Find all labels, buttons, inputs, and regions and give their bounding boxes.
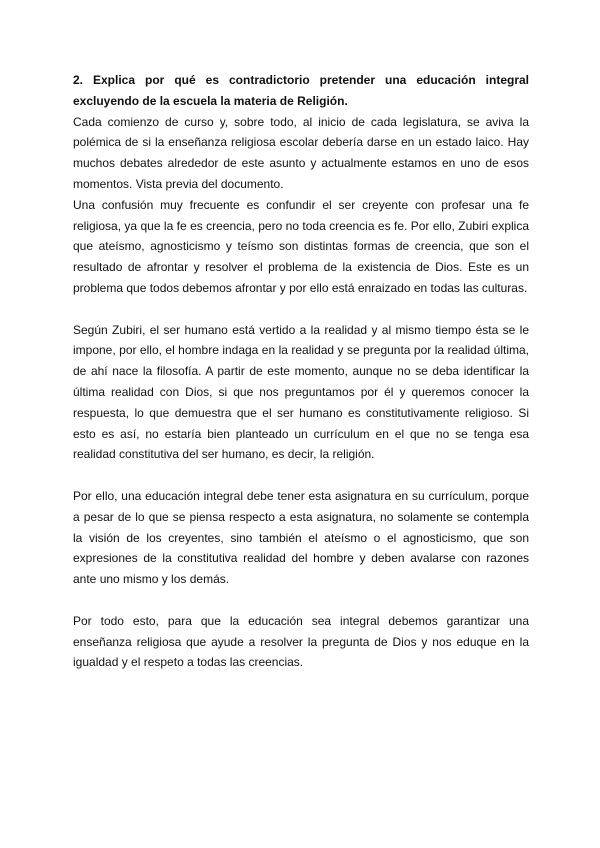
paragraph-integral-education: Por ello, una educación integral debe tener esta asignatura en su currículum, porque a pesar de lo que se piensa respecto a esta asignatura, no solamente se contempla la visión de los creyentes, sino también el ateísmo o el agnosticismo, que son expresiones de la constitutiva realidad del hombre y deben avalarse con razones ante uno mismo y los demás. [73, 488, 529, 587]
paragraph-zubiri: Según Zubiri, el ser humano está vertido a la realidad y al mismo tiempo ésta se le impone, por ello, el hombre indaga en la realidad y se pregunta por la realidad última, de ahí nace la filosofía. A partir de este momento, aunque no se deba identificar la última realidad con Dios, si que nos preguntamos por él y queremos conocer la respuesta, lo que demuestra que el ser humano es constitutivamente religioso. Si esto es así, no estaría bien planteado un currículum en el que no se tenga esa realidad constitutiva del ser humano, es decir, la religión. [73, 322, 529, 462]
paragraph-intro: Cada comienzo de curso y, sobre todo, al inicio de cada legislatura, se aviva la polémica de si la enseñanza religiosa escolar debería darse en un estado laico. Hay muchos debates alrededor de este asunto y actualmente estamos en uno de esos momentos. Vista previa del documento. [73, 114, 529, 191]
document-body [73, 70, 529, 673]
question-heading: 2. Explica por qué es contradictorio pretender una educación integral excluyendo de la escuela la materia de Religión. [73, 73, 529, 108]
paragraph-conclusion: Por todo esto, para que la educación sea integral debemos garantizar una enseñanza religiosa que ayude a resolver la pregunta de Dios y nos eduque en la igualdad y el respeto a todas las creencias. [73, 613, 529, 670]
paragraph-confusion: Una confusión muy frecuente es confundir el ser creyente con profesar una fe religiosa, ya que la fe es creencia, pero no toda creencia es fe. Por ello, Zubiri explica que ateísmo, agnosticismo y teísmo son distintas formas de creencia, que son el resultado de afrontar y resolver el problema de la existencia de Dios. Este es un problema que todos debemos afrontar y por ello está enraizado en todas las culturas. [73, 197, 529, 295]
